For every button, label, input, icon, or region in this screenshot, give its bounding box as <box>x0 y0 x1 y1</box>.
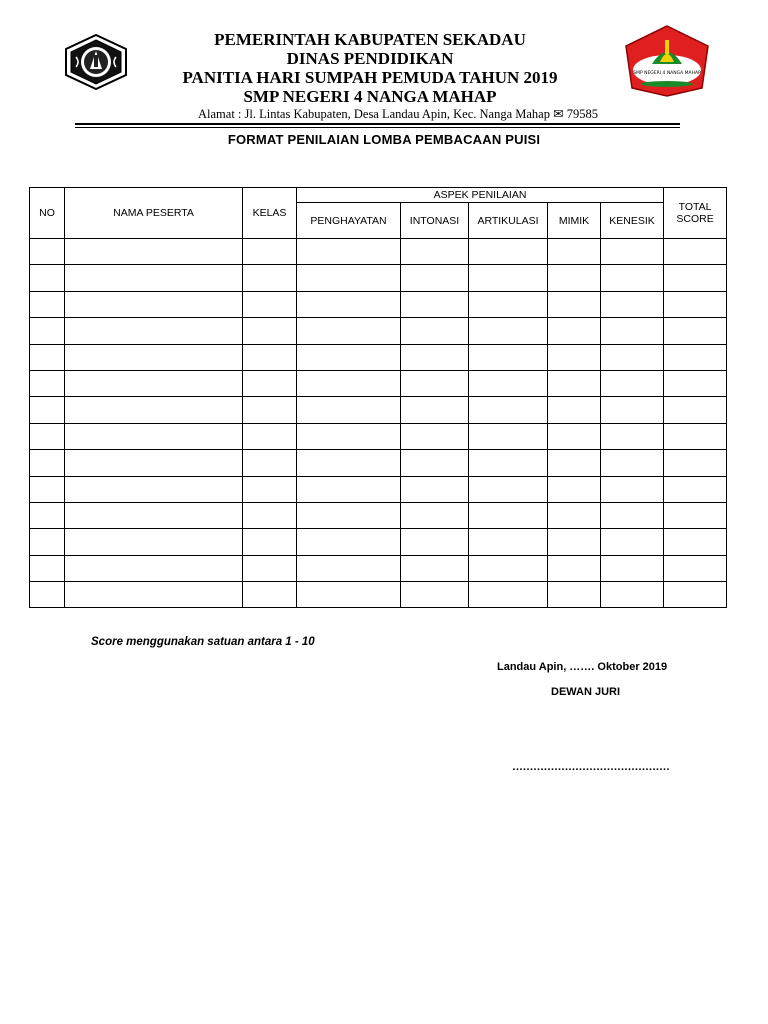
table-cell <box>664 423 727 449</box>
table-cell <box>30 555 65 581</box>
table-cell <box>65 239 243 265</box>
table-cell <box>243 450 297 476</box>
table-cell <box>469 529 548 555</box>
header-class: KELAS <box>243 188 297 239</box>
table-cell <box>601 582 664 608</box>
table-cell <box>548 291 601 317</box>
table-cell <box>469 291 548 317</box>
table-row <box>30 265 727 291</box>
table-cell <box>664 529 727 555</box>
document-title: FORMAT PENILAIAN LOMBA PEMBACAAN PUISI <box>227 132 541 147</box>
table-cell <box>30 582 65 608</box>
table-cell <box>30 502 65 528</box>
table-cell <box>664 291 727 317</box>
table-cell <box>30 529 65 555</box>
table-row <box>30 344 727 370</box>
table-cell <box>548 370 601 396</box>
table-cell <box>65 265 243 291</box>
table-cell <box>664 318 727 344</box>
table-cell <box>401 291 469 317</box>
table-cell <box>664 370 727 396</box>
table-cell <box>548 529 601 555</box>
table-cell <box>65 291 243 317</box>
table-cell <box>297 291 401 317</box>
table-cell <box>469 476 548 502</box>
table-cell <box>548 555 601 581</box>
table-cell <box>469 450 548 476</box>
table-cell <box>401 265 469 291</box>
school-logo-label: SMP NEGERI 4 NANGA MAHAP <box>633 71 701 76</box>
table-cell <box>601 476 664 502</box>
table-cell <box>297 265 401 291</box>
table-cell <box>30 476 65 502</box>
table-cell <box>469 370 548 396</box>
table-cell <box>601 555 664 581</box>
table-cell <box>548 318 601 344</box>
table-cell <box>243 239 297 265</box>
table-cell <box>401 582 469 608</box>
header-name: NAMA PESERTA <box>65 188 243 239</box>
table-cell <box>297 502 401 528</box>
table-cell <box>401 529 469 555</box>
table-row <box>30 318 727 344</box>
table-cell <box>30 239 65 265</box>
header-line-1: PEMERINTAH KABUPATEN SEKADAU <box>214 30 526 49</box>
table-cell <box>65 370 243 396</box>
table-row <box>30 397 727 423</box>
header-aspects-group: ASPEK PENILAIAN <box>297 188 664 203</box>
table-cell <box>243 370 297 396</box>
table-cell <box>548 265 601 291</box>
table-cell <box>65 450 243 476</box>
table-cell <box>469 239 548 265</box>
table-cell <box>548 450 601 476</box>
table-cell <box>601 397 664 423</box>
table-cell <box>243 476 297 502</box>
table-cell <box>30 291 65 317</box>
score-table <box>29 187 727 608</box>
table-cell <box>65 555 243 581</box>
place-date: Landau Apin, ……. Oktober 2019 <box>497 661 668 673</box>
header-aspect-intonasi: INTONASI <box>401 203 469 239</box>
table-cell <box>469 397 548 423</box>
table-cell <box>401 344 469 370</box>
header-total-line-1: TOTAL <box>678 201 712 213</box>
table-cell <box>30 450 65 476</box>
table-row <box>30 370 727 396</box>
table-cell <box>401 397 469 423</box>
table-cell <box>243 397 297 423</box>
header-aspect-artikulasi: ARTIKULASI <box>469 203 548 239</box>
table-cell <box>469 423 548 449</box>
table-cell <box>548 582 601 608</box>
table-cell <box>664 582 727 608</box>
letterhead-text <box>150 30 590 106</box>
table-row <box>30 239 727 265</box>
table-cell <box>664 450 727 476</box>
address: Alamat : Jl. Lintas Kabupaten, Desa Landau Apin, Kec. Nanga Mahap ✉ 79585 <box>198 107 598 121</box>
table-cell <box>601 291 664 317</box>
header-rule-thick <box>75 123 680 125</box>
school-logo-icon <box>622 24 712 104</box>
table-cell <box>30 397 65 423</box>
table-cell <box>30 265 65 291</box>
table-cell <box>548 344 601 370</box>
table-cell <box>297 582 401 608</box>
table-cell <box>664 344 727 370</box>
score-note: Score menggunakan satuan antara 1 - 10 <box>91 636 315 648</box>
table-row <box>30 450 727 476</box>
table-cell <box>297 239 401 265</box>
table-cell <box>297 450 401 476</box>
table-cell <box>243 291 297 317</box>
table-cell <box>243 555 297 581</box>
header-aspect-mimik: MIMIK <box>548 203 601 239</box>
table-cell <box>30 423 65 449</box>
header-aspect-penghayatan: PENGHAYATAN <box>297 203 401 239</box>
table-cell <box>297 476 401 502</box>
table-cell <box>401 450 469 476</box>
table-cell <box>401 502 469 528</box>
table-row <box>30 582 727 608</box>
table-cell <box>65 582 243 608</box>
table-cell <box>601 502 664 528</box>
table-cell <box>243 423 297 449</box>
header-rule-thin <box>75 127 680 128</box>
table-row <box>30 423 727 449</box>
table-cell <box>243 529 297 555</box>
table-cell <box>30 318 65 344</box>
table-cell <box>469 265 548 291</box>
table-cell <box>601 265 664 291</box>
header-aspect-kenesik: KENESIK <box>601 203 664 239</box>
table-cell <box>601 529 664 555</box>
table-cell <box>601 344 664 370</box>
table-cell <box>548 423 601 449</box>
table-cell <box>664 502 727 528</box>
table-cell <box>664 397 727 423</box>
table-cell <box>469 502 548 528</box>
header-total <box>664 188 727 239</box>
table-cell <box>401 370 469 396</box>
table-cell <box>401 476 469 502</box>
table-cell <box>548 397 601 423</box>
table-cell <box>297 555 401 581</box>
header-line-4: SMP NEGERI 4 NANGA MAHAP <box>243 87 497 106</box>
score-table-body <box>30 239 727 608</box>
table-cell <box>469 555 548 581</box>
table-cell <box>243 502 297 528</box>
table-cell <box>469 344 548 370</box>
table-cell <box>65 318 243 344</box>
table-cell <box>664 476 727 502</box>
table-cell <box>243 318 297 344</box>
header-total-line-2: SCORE <box>676 213 714 225</box>
table-row <box>30 529 727 555</box>
table-cell <box>30 370 65 396</box>
table-cell <box>548 502 601 528</box>
table-cell <box>601 423 664 449</box>
table-cell <box>401 555 469 581</box>
table-cell <box>601 370 664 396</box>
table-cell <box>297 318 401 344</box>
table-cell <box>601 239 664 265</box>
table-cell <box>243 265 297 291</box>
regency-emblem-icon <box>64 33 128 96</box>
table-cell <box>469 582 548 608</box>
table-cell <box>297 370 401 396</box>
table-cell <box>297 344 401 370</box>
table-cell <box>65 502 243 528</box>
table-cell <box>401 318 469 344</box>
table-cell <box>30 344 65 370</box>
jury-label: DEWAN JURI <box>551 686 621 698</box>
table-cell <box>664 555 727 581</box>
table-row <box>30 476 727 502</box>
table-cell <box>65 423 243 449</box>
table-cell <box>548 239 601 265</box>
table-cell <box>297 529 401 555</box>
table-cell <box>65 476 243 502</box>
table-cell <box>601 318 664 344</box>
table-cell <box>601 450 664 476</box>
table-row <box>30 291 727 317</box>
table-cell <box>65 529 243 555</box>
header-no: NO <box>30 188 65 239</box>
table-cell <box>469 318 548 344</box>
header-line-2: DINAS PENDIDIKAN <box>286 49 454 68</box>
table-cell <box>401 423 469 449</box>
table-cell <box>401 239 469 265</box>
table-cell <box>664 239 727 265</box>
table-cell <box>243 344 297 370</box>
table-cell <box>65 397 243 423</box>
table-cell <box>297 423 401 449</box>
header-line-3: PANITIA HARI SUMPAH PEMUDA TAHUN 2019 <box>182 68 558 87</box>
table-cell <box>664 265 727 291</box>
table-cell <box>297 397 401 423</box>
table-row <box>30 555 727 581</box>
table-row <box>30 502 727 528</box>
signature-line: ……………………………………… <box>512 761 670 773</box>
table-cell <box>548 476 601 502</box>
table-cell <box>243 582 297 608</box>
table-cell <box>65 344 243 370</box>
